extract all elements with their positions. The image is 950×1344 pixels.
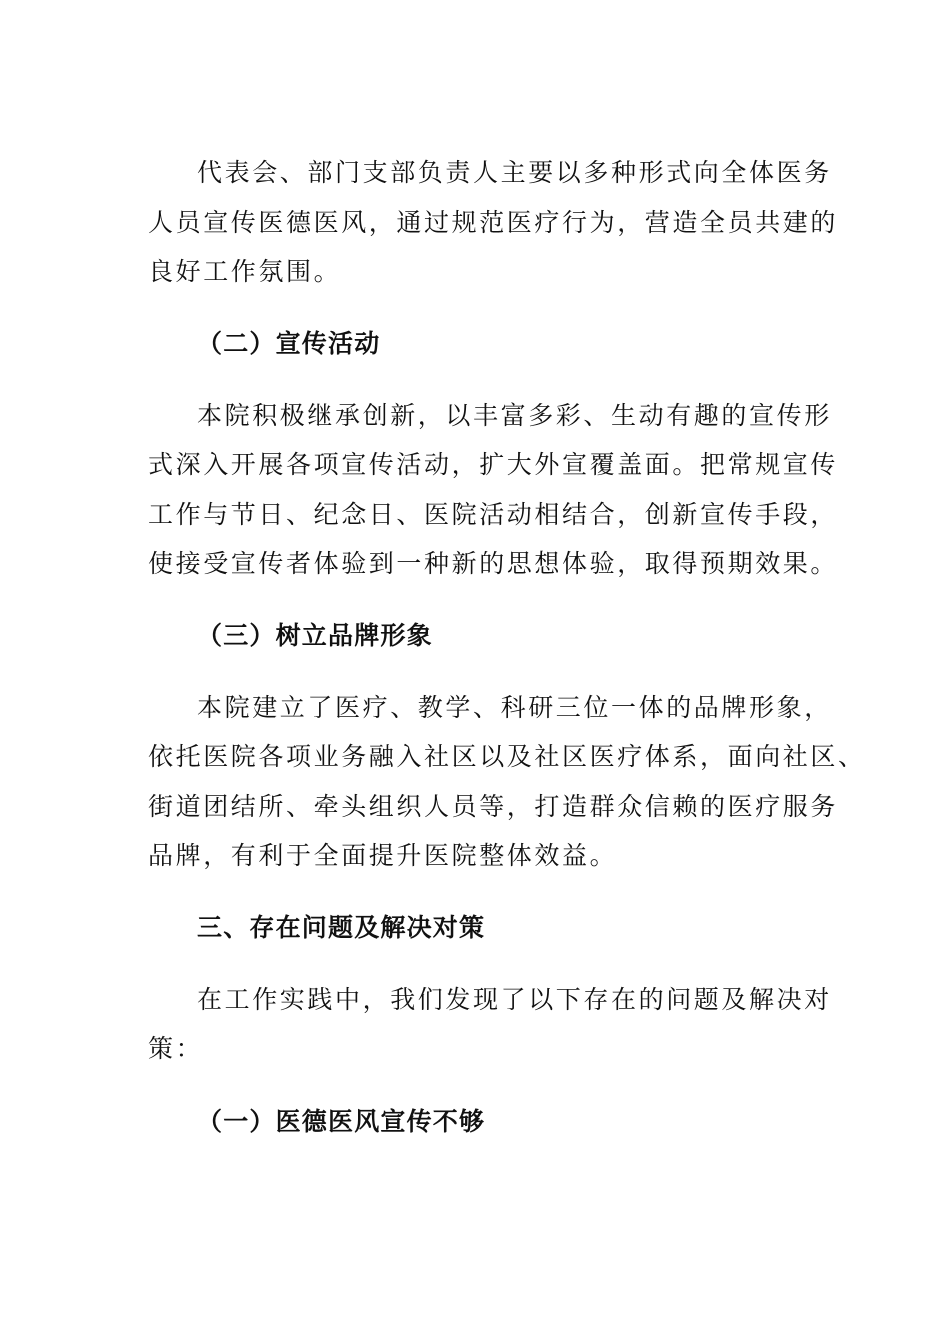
paragraph-line: 代表会、部门支部负责人主要以多种形式向全体医务 xyxy=(197,158,832,187)
section-title-problems: 三、存在问题及解决对策 xyxy=(197,913,486,942)
paragraph-line: 品牌，有利于全面提升医院整体效益。 xyxy=(148,841,618,870)
paragraph-line: 依托医院各项业务融入社区以及社区医疗体系，面向社区、 xyxy=(148,742,866,771)
paragraph-line: 良好工作氛围。 xyxy=(148,257,342,286)
subheading-insufficient-publicity: （一）医德医风宣传不够 xyxy=(197,1107,486,1136)
subheading-brand-image: （三）树立品牌形象 xyxy=(197,621,433,650)
paragraph-line: 本院建立了医疗、教学、科研三位一体的品牌形象， xyxy=(197,693,832,722)
paragraph-line: 人员宣传医德医风，通过规范医疗行为，营造全员共建的 xyxy=(148,208,839,237)
subheading-publicity-activities: （二）宣传活动 xyxy=(197,329,381,358)
paragraph-line: 式深入开展各项宣传活动，扩大外宣覆盖面。把常规宣传 xyxy=(148,450,839,479)
paragraph-line: 本院积极继承创新，以丰富多彩、生动有趣的宣传形 xyxy=(197,401,832,430)
paragraph-line: 街道团结所、牵头组织人员等，打造群众信赖的医疗服务 xyxy=(148,792,839,821)
paragraph-line: 策： xyxy=(148,1034,204,1063)
paragraph-line: 在工作实践中，我们发现了以下存在的问题及解决对 xyxy=(197,985,832,1014)
paragraph-line: 使接受宣传者体验到一种新的思想体验，取得预期效果。 xyxy=(148,549,839,578)
paragraph-line: 工作与节日、纪念日、医院活动相结合，创新宣传手段， xyxy=(148,500,839,529)
